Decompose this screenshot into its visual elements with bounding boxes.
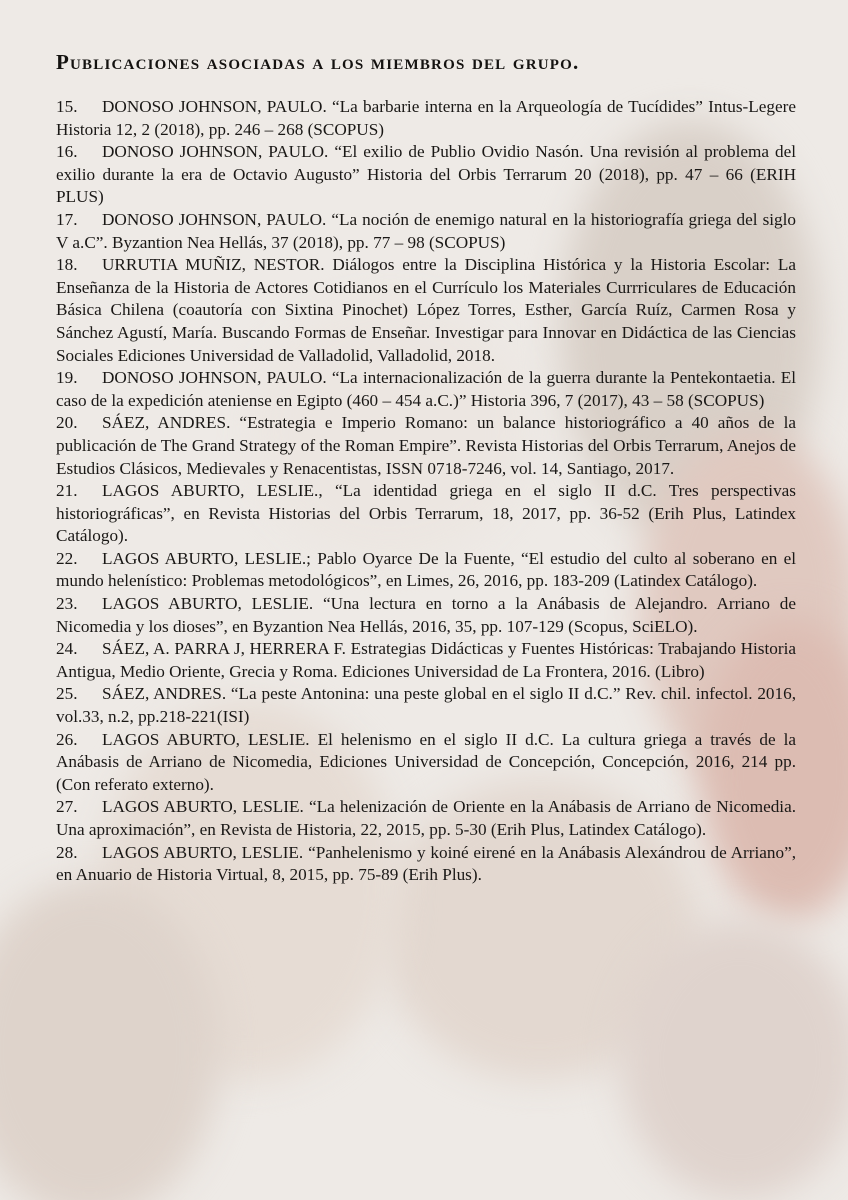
entry-number: 16. [56, 142, 78, 162]
publication-list [56, 96, 796, 887]
list-item [56, 141, 796, 209]
list-item [56, 209, 796, 254]
entry-number: 23. [56, 594, 78, 614]
entry-number: 27. [56, 797, 78, 817]
entry-number: 20. [56, 413, 78, 433]
entry-text: DONOSO JOHNSON, PAULO. “El exilio de Publio Ovidio Nasón. Una revisión al problema del exilio durante la era de Octavio Augusto” Historia del Orbis Terrarum 20 (2018), pp. 47 – 66 (ERIH PLUS) [56, 142, 796, 207]
entry-number: 21. [56, 481, 78, 501]
list-item [56, 96, 796, 141]
entry-text: LAGOS ABURTO, LESLIE. “Panhelenismo y koiné eirené en la Anábasis Alexándrou de Arriano”, en Anuario de Historia Virtual, 8, 2015, pp. 75-89 (Erih Plus). [56, 842, 796, 885]
entry-text: LAGOS ABURTO, LESLIE.; Pablo Oyarce De la Fuente, “El estudio del culto al soberano en el mundo helenístico: Problemas metodológicos”, en Limes, 26, 2016, pp. 183-209 (Latindex Catálogo). [56, 548, 796, 591]
entry-number: 28. [56, 842, 78, 862]
entry-text: LAGOS ABURTO, LESLIE. “La helenización de Oriente en la Anábasis de Arriano de Nicomedia. Una aproximación”, en Revista de Historia, 22, 2015, pp. 5-30 (Erih Plus, Latindex Catálogo). [56, 797, 796, 839]
entry-text: LAGOS ABURTO, LESLIE., “La identidad griega en el siglo II d.C. Tres perspectivas historiográficas”, en Revista Historias del Orbis Terrarum, 18, 2017, pp. 36-52 (Erih Plus, Latindex Catálogo). [56, 481, 796, 546]
list-item [56, 254, 796, 367]
list-item [56, 842, 796, 887]
entry-number: 24. [56, 639, 78, 659]
list-item [56, 796, 796, 841]
entry-text: DONOSO JOHNSON, PAULO. “La noción de enemigo natural en la historiografía griega del siglo V a.C”. Byzantion Nea Hellás, 37 (2018), pp. 77 – 98 (SCOPUS) [56, 209, 796, 252]
list-item [56, 548, 796, 593]
entry-number: 15. [56, 97, 78, 116]
entry-number: 25. [56, 684, 78, 704]
entry-number: 26. [56, 729, 78, 749]
entry-text: SÁEZ, A. PARRA J, HERRERA F. Estrategias Didácticas y Fuentes Históricas: Trabajando Historia Antigua, Medio Oriente, Grecia y Roma. Ediciones Universidad de La Frontera, 2016. (Libro) [56, 639, 796, 681]
entry-text: DONOSO JOHNSON, PAULO. “La barbarie interna en la Arqueología de Tucídides” Intus-Legere Historia 12, 2 (2018), pp. 246 – 268 (SCOPUS) [56, 97, 796, 139]
entry-number: 22. [56, 548, 78, 568]
list-item [56, 729, 796, 797]
entry-text: SÁEZ, ANDRES. “La peste Antonina: una peste global en el siglo II d.C.” Rev. chil. infectol. 2016, vol.33, n.2, pp.218-221(ISI) [56, 684, 796, 727]
list-item [56, 683, 796, 728]
entry-number: 19. [56, 368, 78, 388]
page-title: Publicaciones asociadas a los miembros del grupo. [56, 50, 580, 74]
list-item [56, 480, 796, 548]
list-item [56, 367, 796, 412]
entry-text: LAGOS ABURTO, LESLIE. El helenismo en el siglo II d.C. La cultura griega a través de la Anábasis de Arriano de Nicomedia, Ediciones Universidad de Concepción, Concepción, 2016, 214 pp. (Con referato externo). [56, 729, 796, 794]
list-item [56, 593, 796, 638]
entry-text: URRUTIA MUÑIZ, NESTOR. Diálogos entre la Disciplina Histórica y la Historia Escolar: La Enseñanza de la Historia de Actores Cotidianos en el Currículo los Materiales Currriculares de Educación Básica Chilena (coautoría con Sixtina Pinochet) López Torres, Esther, García Ruíz, Carmen Rosa y Sánchez Agustí, María. Buscando Formas de Enseñar. Investigar para Innovar en Didáctica de las Ciencias Sociales Ediciones Universidad de Valladolid, Valladolid, 2018. [56, 255, 796, 365]
entry-number: 17. [56, 209, 78, 229]
entry-text: DONOSO JOHNSON, PAULO. “La internacionalización de la guerra durante la Pentekontaetia. El caso de la expedición ateniense en Egipto (460 – 454 a.C.)” Historia 396, 7 (2017), 43 – 58 (SCOPUS) [56, 368, 796, 410]
list-item [56, 638, 796, 683]
entry-number: 18. [56, 255, 78, 275]
entry-text: LAGOS ABURTO, LESLIE. “Una lectura en torno a la Anábasis de Alejandro. Arriano de Nicomedia y los dioses”, en Byzantion Nea Hellás, 2016, 35, pp. 107-129 (Scopus, SciELO). [56, 594, 796, 636]
entry-text: SÁEZ, ANDRES. “Estrategia e Imperio Romano: un balance historiográfico a 40 años de la publicación de The Grand Strategy of the Roman Empire”. Revista Historias del Orbis Terrarum, Anejos de Estudios Clásicos, Medievales y Renacentistas, ISSN 0718-7246, vol. 14, Santiago, 2017. [56, 413, 796, 478]
list-item [56, 412, 796, 480]
